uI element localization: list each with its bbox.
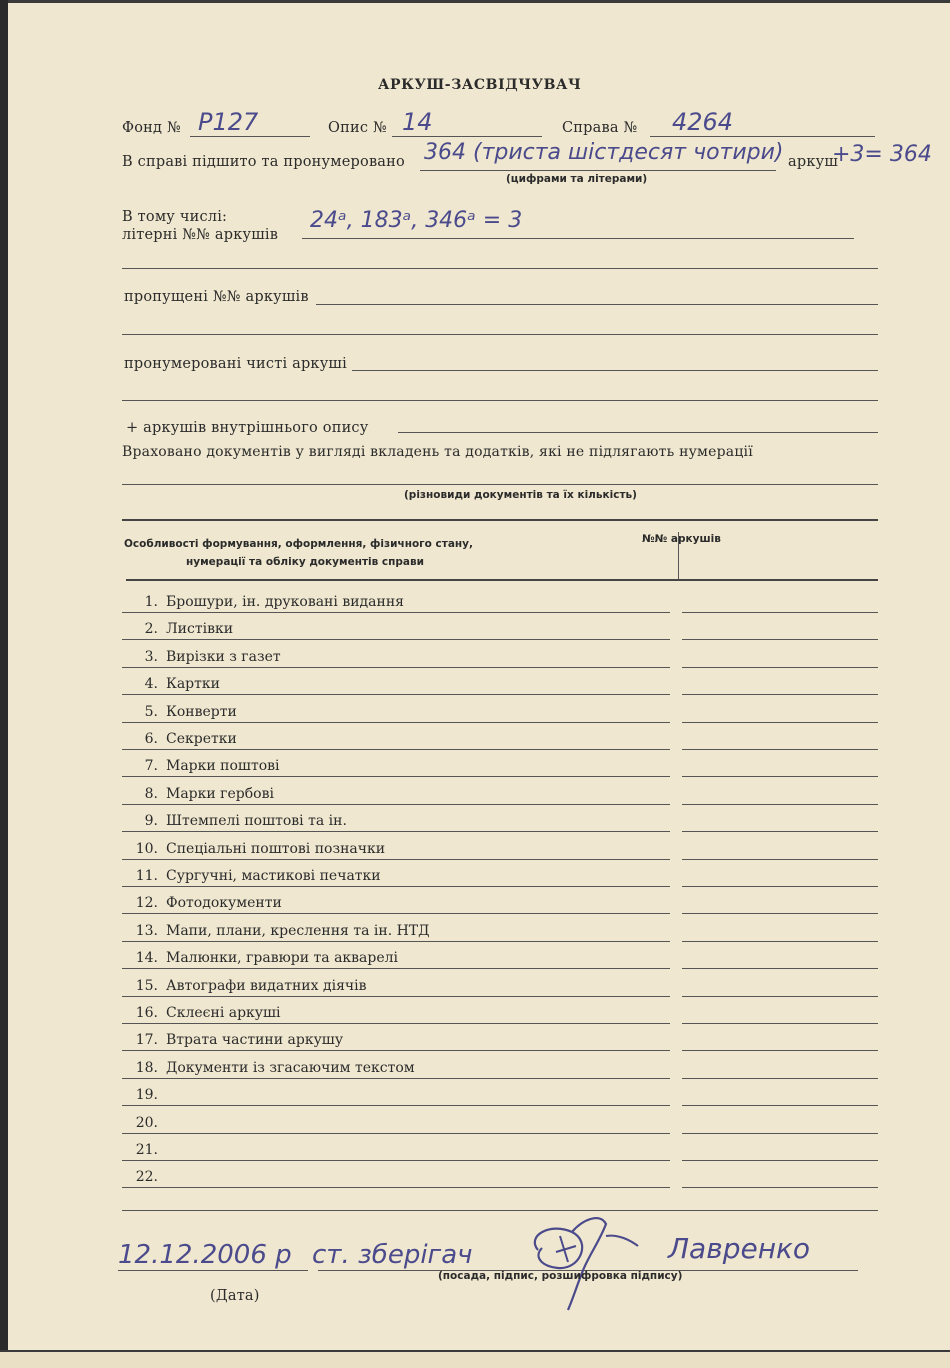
scan-border-left (0, 0, 8, 1368)
position-value: ст. зберігач (312, 1240, 473, 1270)
row-line (122, 639, 670, 640)
row-line (122, 804, 670, 805)
row-sheets-line (682, 996, 878, 997)
row-number: 12. (135, 895, 158, 911)
sprava-label: Справа № (562, 120, 638, 136)
opys-value: 14 (402, 108, 433, 136)
row-line (122, 831, 670, 832)
row-line (122, 1023, 670, 1024)
row-label: Склеєні аркуші (166, 1005, 281, 1021)
row-number: 22. (135, 1169, 158, 1185)
row-label: Марки гербові (166, 786, 274, 802)
row-sheets-line (682, 1023, 878, 1024)
row-line (122, 886, 670, 887)
date-label: (Дата) (210, 1288, 260, 1304)
sprava-line (650, 136, 875, 137)
table-row (132, 950, 398, 966)
table-row (132, 1142, 166, 1158)
sewn-label: В справі підшито та пронумеровано (122, 154, 405, 170)
scan-border-bottom (0, 1350, 950, 1368)
row-line (122, 941, 670, 942)
row-line (122, 1105, 670, 1106)
row-label: Автографи видатних діячів (166, 978, 367, 994)
table-header-divider (678, 532, 679, 580)
table-row (132, 1060, 415, 1076)
row-sheets-line (682, 859, 878, 860)
row-sheets-line (682, 1160, 878, 1161)
row-label: Конверти (166, 704, 237, 720)
row-line (122, 1133, 670, 1134)
signature-hint: (посада, підпис, розшифровка підпису) (438, 1270, 683, 1282)
signature-top-line (122, 1210, 878, 1211)
fond-value: Р127 (198, 108, 259, 136)
row-line (122, 694, 670, 695)
row-number: 16. (135, 1005, 158, 1021)
opys-line (392, 136, 542, 137)
row-line (122, 776, 670, 777)
missing-line-2 (122, 334, 878, 335)
docs-label: Враховано документів у вигляді вкладень та додатків, які не підлягають нумерації (122, 444, 753, 460)
row-label: Вирізки з газет (166, 649, 281, 665)
table-row (132, 813, 347, 829)
row-sheets-line (682, 1050, 878, 1051)
row-line (122, 1187, 670, 1188)
row-number: 6. (144, 731, 158, 747)
row-number: 21. (135, 1142, 158, 1158)
sewn-line (420, 170, 776, 171)
row-sheets-line (682, 968, 878, 969)
row-sheets-line (682, 612, 878, 613)
row-number: 17. (135, 1032, 158, 1048)
opys-label: Опис № (328, 120, 387, 136)
date-line (118, 1270, 308, 1271)
row-number: 10. (135, 841, 158, 857)
sewn-hint: (цифрами та літерами) (506, 173, 648, 185)
table-row (132, 594, 404, 610)
row-number: 15. (135, 978, 158, 994)
fond-label: Фонд № (122, 120, 181, 136)
table-row (132, 868, 381, 884)
row-number: 5. (144, 704, 158, 720)
blank-line-2 (122, 400, 878, 401)
row-line (122, 859, 670, 860)
table-header-right: №№ аркушів (642, 533, 721, 545)
literal-value: 24ᵃ, 183ᵃ, 346ᵃ = 3 (310, 208, 523, 233)
row-line (122, 722, 670, 723)
table-row (132, 649, 281, 665)
sprava-value: 4264 (672, 108, 734, 136)
row-line (122, 667, 670, 668)
row-line (122, 1050, 670, 1051)
including-label: В тому числі: (122, 209, 228, 225)
row-sheets-line (682, 1078, 878, 1079)
row-label: Картки (166, 676, 220, 692)
row-sheets-line (682, 694, 878, 695)
table-row (132, 758, 279, 774)
table-row (132, 895, 282, 911)
table-row (132, 676, 220, 692)
row-number: 18. (135, 1060, 158, 1076)
row-sheets-line (682, 749, 878, 750)
row-label: Брошури, ін. друковані видання (166, 594, 404, 610)
row-line (122, 612, 670, 613)
row-sheets-line (682, 913, 878, 914)
row-number: 14. (135, 950, 158, 966)
table-row (132, 1005, 281, 1021)
row-label: Штемпелі поштові та ін. (166, 813, 347, 829)
row-label: Малюнки, гравюри та акварелі (166, 950, 399, 966)
literal-label: літерні №№ аркушів (122, 227, 279, 243)
row-number: 3. (144, 649, 158, 665)
row-line (122, 749, 670, 750)
row-label: Марки поштові (166, 758, 280, 774)
table-row (132, 978, 367, 994)
name-value: Лавренко (668, 1232, 811, 1265)
table-row (132, 1087, 166, 1103)
row-sheets-line (682, 639, 878, 640)
row-sheets-line (682, 1187, 878, 1188)
table-row (132, 621, 233, 637)
row-sheets-line (682, 804, 878, 805)
row-label: Мапи, плани, креслення та ін. НТД (166, 923, 430, 939)
docs-line-2 (122, 519, 878, 521)
table-row (132, 1032, 343, 1048)
sewn-value: 364 (триста шістдесят чотири) (424, 140, 784, 165)
inner-inventory-line (398, 432, 878, 433)
row-line (122, 968, 670, 969)
row-sheets-line (682, 667, 878, 668)
fond-line (190, 136, 310, 137)
row-label: Листівки (166, 621, 234, 637)
row-label: Спеціальні поштові позначки (166, 841, 386, 857)
row-number: 20. (135, 1115, 158, 1131)
row-sheets-line (682, 831, 878, 832)
row-number: 7. (144, 758, 158, 774)
row-number: 1. (144, 594, 158, 610)
row-line (122, 913, 670, 914)
row-line (122, 1078, 670, 1079)
missing-label: пропущені №№ аркушів (124, 289, 309, 305)
table-header-left-2: нумерації та обліку документів справи (186, 556, 425, 568)
table-row (132, 786, 274, 802)
sewn-suffix: аркуш (788, 154, 839, 170)
row-label: Фотодокументи (166, 895, 282, 911)
missing-line (316, 304, 878, 305)
table-row (132, 1169, 166, 1185)
row-label: Втрата частини аркушу (166, 1032, 344, 1048)
row-line (122, 1160, 670, 1161)
table-row (132, 1115, 166, 1131)
date-value: 12.12.2006 р (118, 1240, 292, 1270)
literal-line-2 (122, 268, 878, 269)
scan-border-top (0, 0, 950, 3)
row-sheets-line (682, 941, 878, 942)
row-number: 4. (144, 676, 158, 692)
row-number: 2. (144, 621, 158, 637)
row-number: 11. (135, 868, 158, 884)
row-sheets-line (682, 722, 878, 723)
inner-inventory-label: + аркушів внутрішнього опису (126, 420, 369, 436)
sewn-extra: +3= 364 (832, 142, 932, 167)
table-row (132, 704, 237, 720)
row-number: 8. (144, 786, 158, 802)
table-row (132, 841, 385, 857)
table-row (132, 923, 430, 939)
row-label: Документи із згасаючим текстом (166, 1060, 415, 1076)
table-row (132, 731, 237, 747)
row-sheets-line (682, 1105, 878, 1106)
signature-mark (520, 1206, 650, 1316)
row-line (122, 996, 670, 997)
row-sheets-line (682, 776, 878, 777)
table-header-bottom (126, 579, 878, 581)
page-title: АРКУШ-ЗАСВІДЧУВАЧ (378, 77, 582, 93)
docs-hint: (різновиди документів та їх кількість) (404, 489, 637, 501)
literal-line (302, 238, 854, 239)
row-label: Секретки (166, 731, 237, 747)
row-number: 13. (135, 923, 158, 939)
docs-line (122, 484, 878, 485)
row-label: Сургучні, мастикові печатки (166, 868, 381, 884)
blank-label: пронумеровані чисті аркуші (124, 356, 347, 372)
row-number: 19. (135, 1087, 158, 1103)
row-sheets-line (682, 1133, 878, 1134)
row-number: 9. (144, 813, 158, 829)
blank-line (352, 370, 878, 371)
row-sheets-line (682, 886, 878, 887)
table-header-left-1: Особливості формування, оформлення, фізичного стану, (124, 538, 474, 550)
